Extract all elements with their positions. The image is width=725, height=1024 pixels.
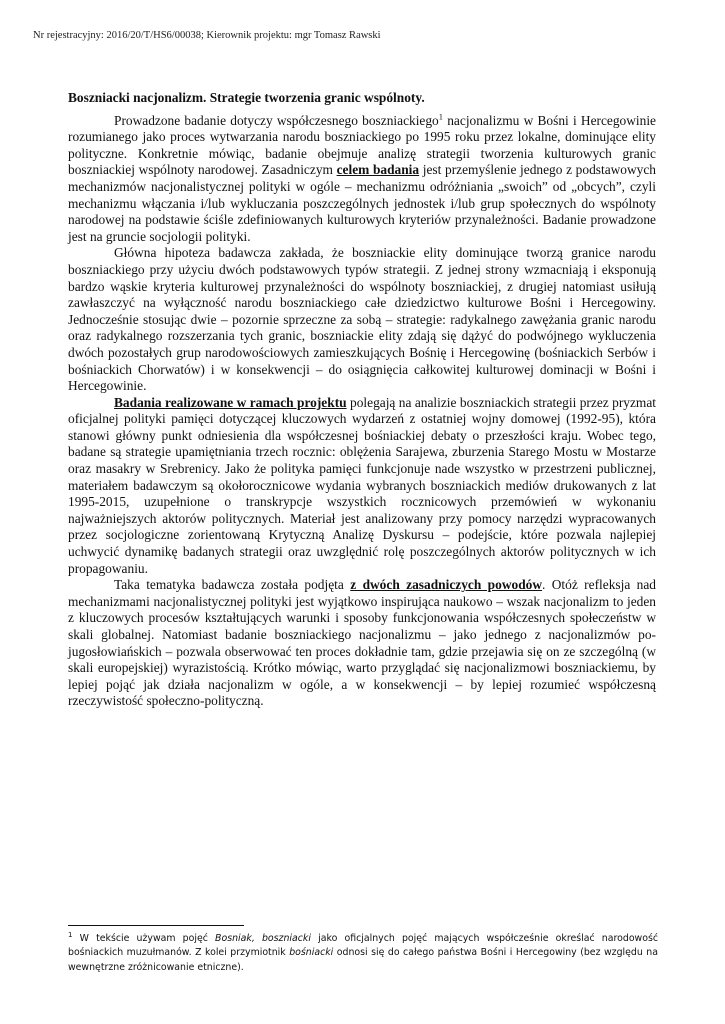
document-title: Boszniacki nacjonalizm. Strategie tworzenia granic wspólnoty. xyxy=(68,90,425,105)
paragraph-3 xyxy=(68,395,656,578)
footnote-italic-2: bośniacki xyxy=(289,947,334,959)
p4-text-end: . Otóż refleksja nad mechanizmami nacjonalistycznej polityki jest wyjątkowo inspirująca naukowo – wszak nacjonalizm to jeden z kluczowych procesów kształtujących warunki i sposoby funkcjonowania współczesnych społeczeństw w skali globalnej. Natomiast badanie boszniackiego nacjonalizmu – jako jednego z nacjonalizmów po-jugosłowiańskich – pozwala obserwować ten proces dokładnie tam, gdzie przejawia się on ze szczególną (w skali europejskiej) wyrazistością. Krótko mówiąc, warto przyglądać się nacjonalizmowi boszniackiemu, by lepiej pojąć jak działa nacjonalizm w ogóle, a w konsekwencji – by lepiej rozumieć współczesną rzeczywistość społeczno-polityczną. xyxy=(68,577,656,709)
footnote-text-3: odnosi się do całego państwa Bośni i Hercegowiny (bez względu na wewnętrzne zróżnicowanie etniczne). xyxy=(68,947,658,973)
p1-text-start: Prowadzone badanie dotyczy współczesnego boszniackiego xyxy=(114,112,439,128)
footnote-marker: 1 xyxy=(68,930,73,939)
p3-text: polegają na analizie boszniackich strategii przez pryzmat oficjalnej polityki pamięci dotyczącej kluczowych wydarzeń z ostatniej wojny domowej (1992-95), która stanowi główny punkt odniesienia dla współczesnej bośniackiej debaty o przeszłości kraju. Wobec tego, badane są strategie upamiętniania trzech rocznic: oblężenia Sarajewa, zburzenia Starego Mostu w Mostarze oraz masakry w Srebrenicy. Jako że polityka pamięci funkcjonuje nade wszystko w przestrzeni publicznej, materiałem badawczym są okołorocznicowe wydania wybranych boszniackich mediów drukowanych z lat 1995-2015, uzupełnione o transkrypcje wszystkich rocznicowych przemówień w wykonaniu najważniejszych aktorów politycznych. Materiał jest analizowany przy pomocy narzędzi wypracowanych przez socjologiczne zorientowaną Krytyczną Analizę Dyskursu – podejście, które pozwala najlepiej uchwycić dynamikę badanych strategii oraz uwzględnić rolę poszczególnych aktorów politycznych w ich propagowaniu. xyxy=(68,394,656,576)
research-goal-emphasis: celem badania xyxy=(336,162,420,178)
p2-text: Główna hipoteza badawcza zakłada, że boszniackie elity dominujące tworzą granice narodu boszniackiego przy użyciu dwóch podstawowych typów strategii. Z jednej strony wzmacniają i eksponują bardzo wąskie kryteria kulturowej przynależności do wspólnoty boszniackiej, z drugiej natomiast usiłują zawłaszczyć na wyłączność narodu boszniackiego całe dziedzictwo kulturowe Bośni i Hercegowiny. Jednocześnie stosując dwie – pozornie sprzeczne za sobą – strategie: radykalnego zawężania granic narodu oraz radykalnego rozszerzania tych granic, boszniackie elity zdają się dążyć do podwójnego wykluczenia dwóch pozostałych grup narodowościowych zamieszkujących Bośnię i Hercegowinę (bośniackich Serbów i bośniackich Chorwatów) i w konsekwencji – do osiągnięcia całkowitej kulturowej dominacji w Bośni i Hercegowinie. xyxy=(68,245,656,394)
footnote xyxy=(68,932,658,975)
paragraph-1 xyxy=(68,113,656,246)
footnote-italic-1: Bosniak, boszniacki xyxy=(215,933,311,944)
paragraph-4 xyxy=(68,577,656,710)
document-body xyxy=(68,90,656,710)
footnote-reference: 1 xyxy=(438,111,444,122)
footnote-separator xyxy=(68,925,244,926)
footnote-text-2: jako oficjalnych pojęć mających współcześnie określać narodowość bośniackich muzułmanów. Z kolei przymiotnik xyxy=(68,933,659,959)
project-research-emphasis: Badania realizowane w ramach projektu xyxy=(114,394,347,410)
p1-text-end: jest przemyślenie jednego z podstawowych mechanizmów nacjonalistycznej polityki w ogóle – mechanizmu odróżniania „swoich” od „obcych”, czyli mechanizmu włączania i/lub wykluczania poszczególnych jednostek i/lub grup społecznych do wspólnoty narodowej na podstawie ściśle zdefiniowanych kulturowych kryteriów przynależności. Badanie prowadzone jest na gruncie socjologii polityki. xyxy=(68,162,657,244)
registration-header: Nr rejestracyjny: 2016/20/T/HS6/00038; Kierownik projektu: mgr Tomasz Rawski xyxy=(33,30,381,41)
two-reasons-emphasis: z dwóch zasadniczych powodów xyxy=(350,577,543,593)
p4-text-start: Taka tematyka badawcza została podjęta xyxy=(114,577,351,593)
footnote-text-1: W tekście używam pojęć xyxy=(72,933,216,944)
p1-text-middle: nacjonalizmu w Bośni i Hercegowinie rozumianego jako proces wytwarzania narodu boszniackiego po 1995 roku przez lokalne, dominujące elity polityczne. Konkretnie mówiąc, badanie obejmuje analizę strategii tworzenia kulturowych granic boszniackiej wspólnoty narodowej. Zasadniczym xyxy=(68,112,656,178)
paragraph-2 xyxy=(68,245,656,394)
